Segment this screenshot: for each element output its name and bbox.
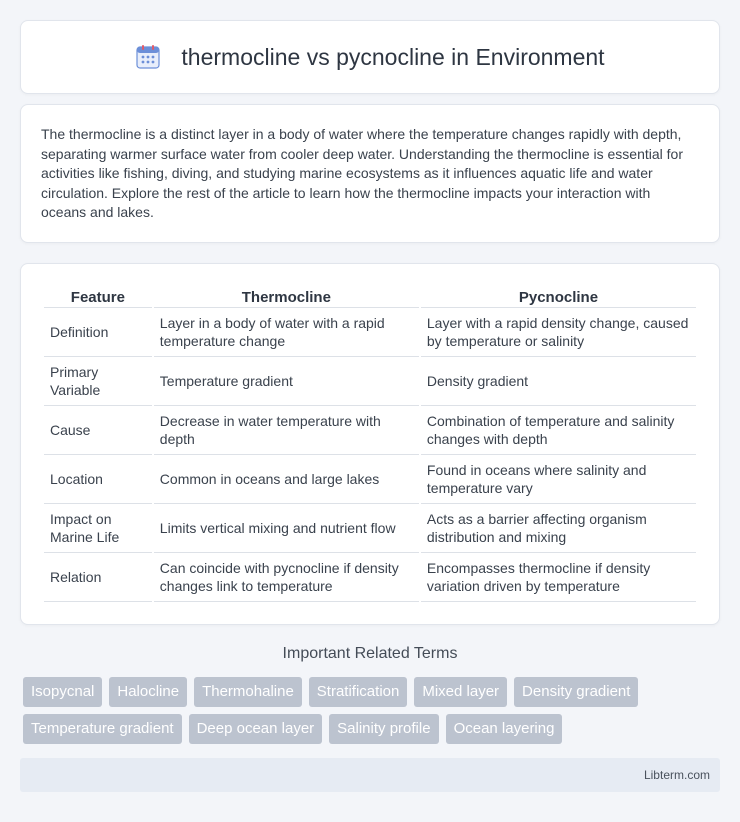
footer	[20, 758, 720, 792]
row-pycnocline: Acts as a barrier affecting organism distribution and mixing	[421, 504, 696, 553]
intro-text: The thermocline is a distinct layer in a body of water where the temperature changes rapidly with depth, separating warmer surface water from cooler deep water. Understanding the thermocline is essential for activities like fishing, diving, and studying marine ecosystems as it influences aquatic life and water circulation. Explore the rest of the article to learn how the thermocline impacts your interaction with oceans and lakes.	[41, 126, 683, 220]
intro-card	[20, 104, 720, 243]
row-pycnocline: Combination of temperature and salinity changes with depth	[421, 406, 696, 455]
related-term-tag[interactable]: Isopycnal	[23, 677, 102, 707]
related-term-tag[interactable]: Temperature gradient	[23, 714, 182, 744]
row-thermocline: Temperature gradient	[154, 357, 419, 406]
page-header	[20, 20, 720, 94]
related-term-tag[interactable]: Thermohaline	[194, 677, 302, 707]
row-pycnocline: Found in oceans where salinity and temperature vary	[421, 455, 696, 504]
calendar-icon	[135, 44, 161, 70]
related-term-tag[interactable]: Salinity profile	[329, 714, 438, 744]
row-feature: Definition	[44, 308, 152, 357]
related-term-tag[interactable]: Stratification	[309, 677, 408, 707]
table-row	[44, 308, 696, 357]
row-pycnocline: Layer with a rapid density change, caused by temperature or salinity	[421, 308, 696, 357]
row-pycnocline: Density gradient	[421, 357, 696, 406]
related-term-tag[interactable]: Mixed layer	[414, 677, 507, 707]
related-terms-list	[23, 677, 723, 744]
related-term-tag[interactable]: Halocline	[109, 677, 187, 707]
row-thermocline: Decrease in water temperature with depth	[154, 406, 419, 455]
row-thermocline: Limits vertical mixing and nutrient flow	[154, 504, 419, 553]
footer-site-link[interactable]: Libterm.com	[643, 768, 710, 782]
row-thermocline: Layer in a body of water with a rapid temperature change	[154, 308, 419, 357]
related-term-tag[interactable]: Ocean layering	[446, 714, 563, 744]
table-row	[44, 357, 696, 406]
related-terms-title: Important Related Terms	[282, 645, 458, 662]
row-feature: Cause	[44, 406, 152, 455]
related-term-tag[interactable]: Density gradient	[514, 677, 638, 707]
page-title: thermocline vs pycnocline in Environment	[181, 43, 605, 70]
row-feature: Impact on Marine Life	[44, 504, 152, 553]
header-thermocline: Thermocline	[154, 284, 419, 308]
table-row	[44, 406, 696, 455]
row-pycnocline: Encompasses thermocline if density variation driven by temperature	[421, 553, 696, 602]
comparison-table	[42, 284, 698, 602]
row-feature: Relation	[44, 553, 152, 602]
related-term-tag[interactable]: Deep ocean layer	[189, 714, 323, 744]
row-thermocline: Common in oceans and large lakes	[154, 455, 419, 504]
row-feature: Primary Variable	[44, 357, 152, 406]
comparison-card	[20, 263, 720, 625]
header-feature: Feature	[44, 284, 152, 308]
table-row	[44, 553, 696, 602]
row-feature: Location	[44, 455, 152, 504]
table-row	[44, 455, 696, 504]
table-header-row	[44, 284, 696, 308]
table-row	[44, 504, 696, 553]
row-thermocline: Can coincide with pycnocline if density changes link to temperature	[154, 553, 419, 602]
header-pycnocline: Pycnocline	[421, 284, 696, 308]
